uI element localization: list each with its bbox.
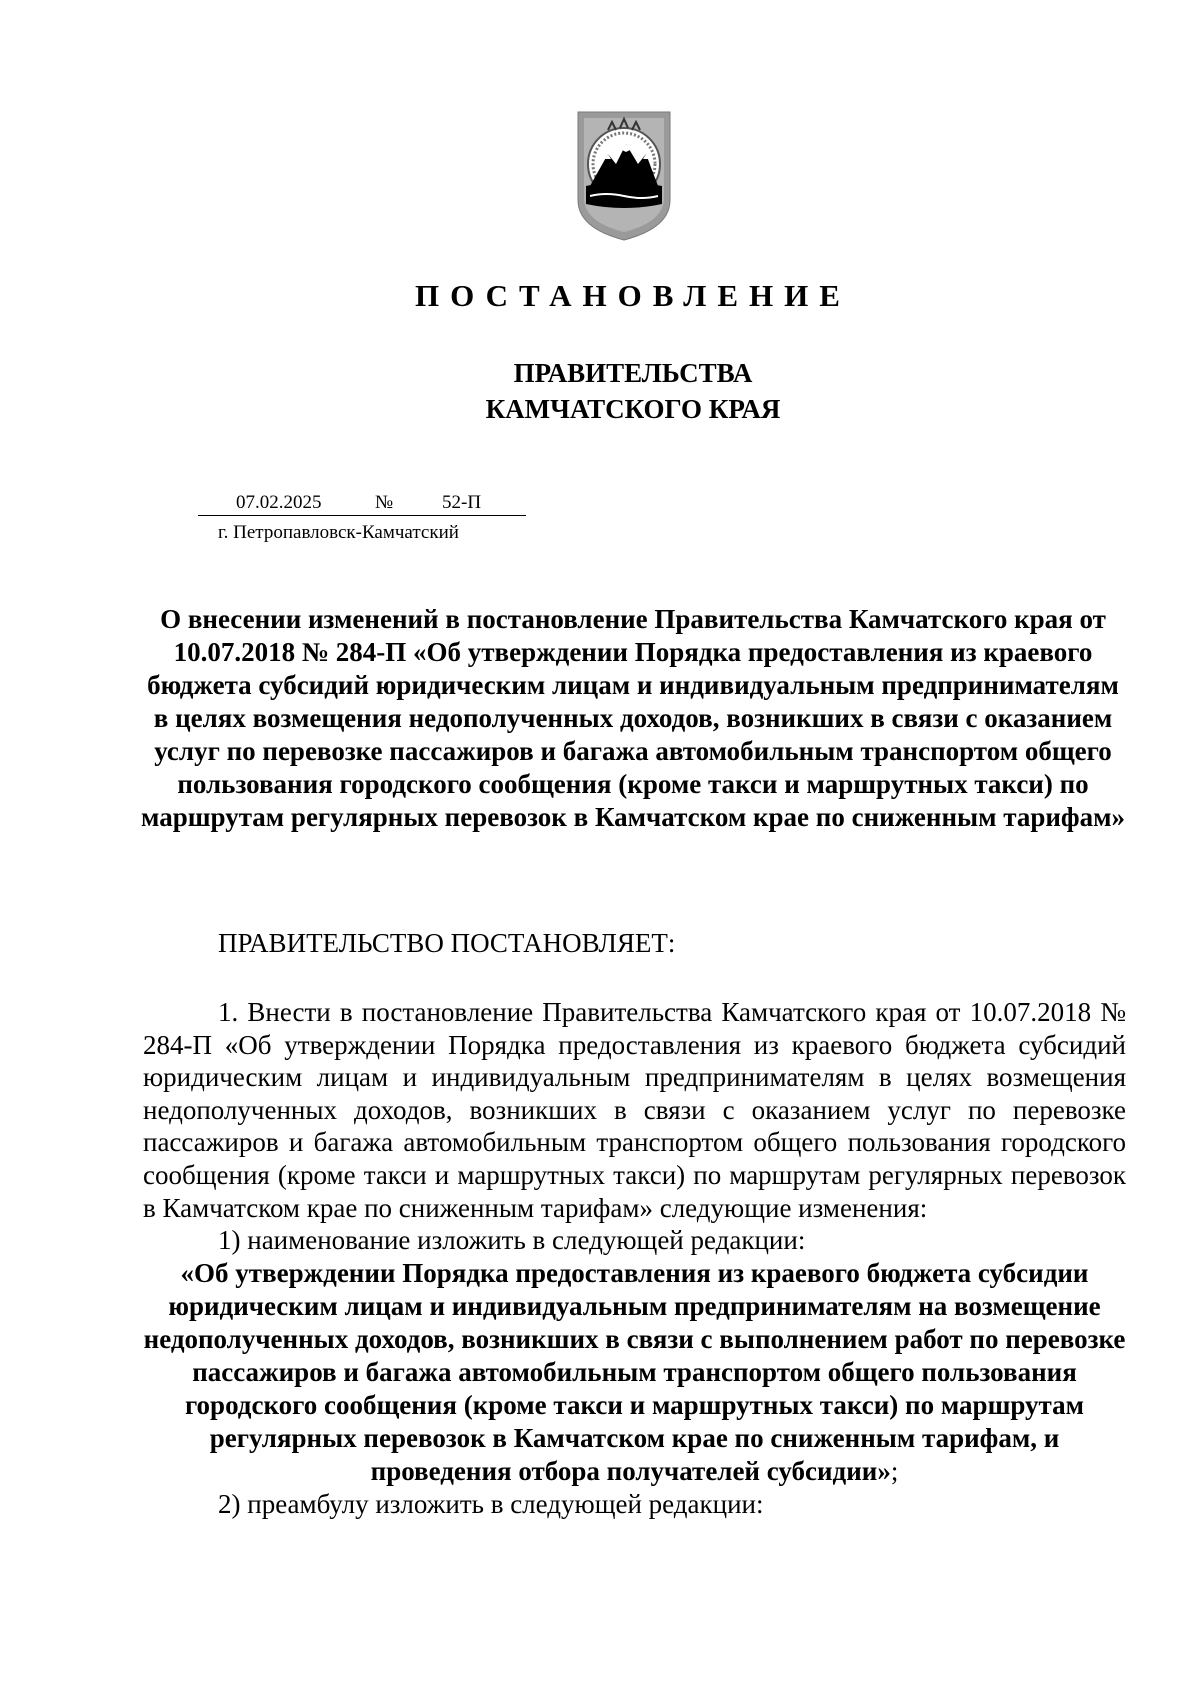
quoted-title	[143, 1257, 1126, 1488]
document-city: г. Петропавловск-Камчатский	[218, 522, 459, 543]
issuer-line-2: КАМЧАТСКОГО КРАЯ	[485, 394, 781, 424]
document-subject: О внесении изменений в постановление Правительства Камчатского края от 10.07.2018 № 284-П «Об утверждении Порядка предоставления из краевого бюджета субсидий юридическим лицам и индивидуальным предпринимателям в целях возмещения недополученных доходов, возникших в связи с оказанием услуг по перевозке пассажиров и багажа автомобильным транспортом общего пользования городского сообщения (кроме такси и маршрутных такси) по маршрутам регулярных перевозок в Камчатском крае по сниженным тарифам»	[141, 604, 1125, 832]
item-1: 1) наименование изложить в следующей редакции:	[218, 1225, 806, 1256]
item-2: 2) преамбулу изложить в следующей редакции:	[218, 1488, 764, 1519]
quoted-title-text: «Об утверждении Порядка предоставления из краевого бюджета субсидии юридическим лицам и индивидуальным предпринимателям на возмещение недополученных доходов, возникших в связи с выполнением работ по перевозке пассажиров и багажа автомобильным транспортом общего пользования городского сообщения (кроме такси и маршрутных такси) по маршрутам регулярных перевозок в Камчатском крае по сниженным тарифам, и проведения отбора получателей субсидии»	[143, 1257, 1126, 1486]
document-date: 07.02.2025	[236, 492, 322, 513]
date-number-line	[198, 492, 528, 516]
paragraph-1: 1. Внести в постановление Правительства Камчатского края от 10.07.2018 № 284-П «Об утверждении Порядка предоставления из краевого бюджета субсидий юридическим лицам и индивидуальным предпринимателям в целях возмещения недополученных доходов, возникших в связи с оказанием услуг по перевозке пассажиров и багажа автомобильным транспортом общего пользования городского сообщения (кроме такси и маршрутных такси) по маршрутам регулярных перевозок в Камчатском крае по сниженным тарифам» следующие изменения:	[143, 997, 1126, 1223]
quoted-title-tail: ;	[890, 1455, 899, 1486]
decree-line: ПРАВИТЕЛЬСТВО ПОСТАНОВЛЯЕТ:	[218, 928, 676, 958]
date-underline	[198, 515, 526, 516]
document-body	[143, 996, 1126, 1520]
document-number: 52-П	[442, 492, 482, 513]
number-sign: №	[375, 492, 394, 513]
kamchatka-coat-of-arms-icon	[572, 108, 676, 244]
document-title: ПОСТАНОВЛЕНИЕ	[415, 278, 851, 313]
issuer-line-1: ПРАВИТЕЛЬСТВА	[513, 358, 753, 388]
issuer-block	[0, 355, 1200, 427]
